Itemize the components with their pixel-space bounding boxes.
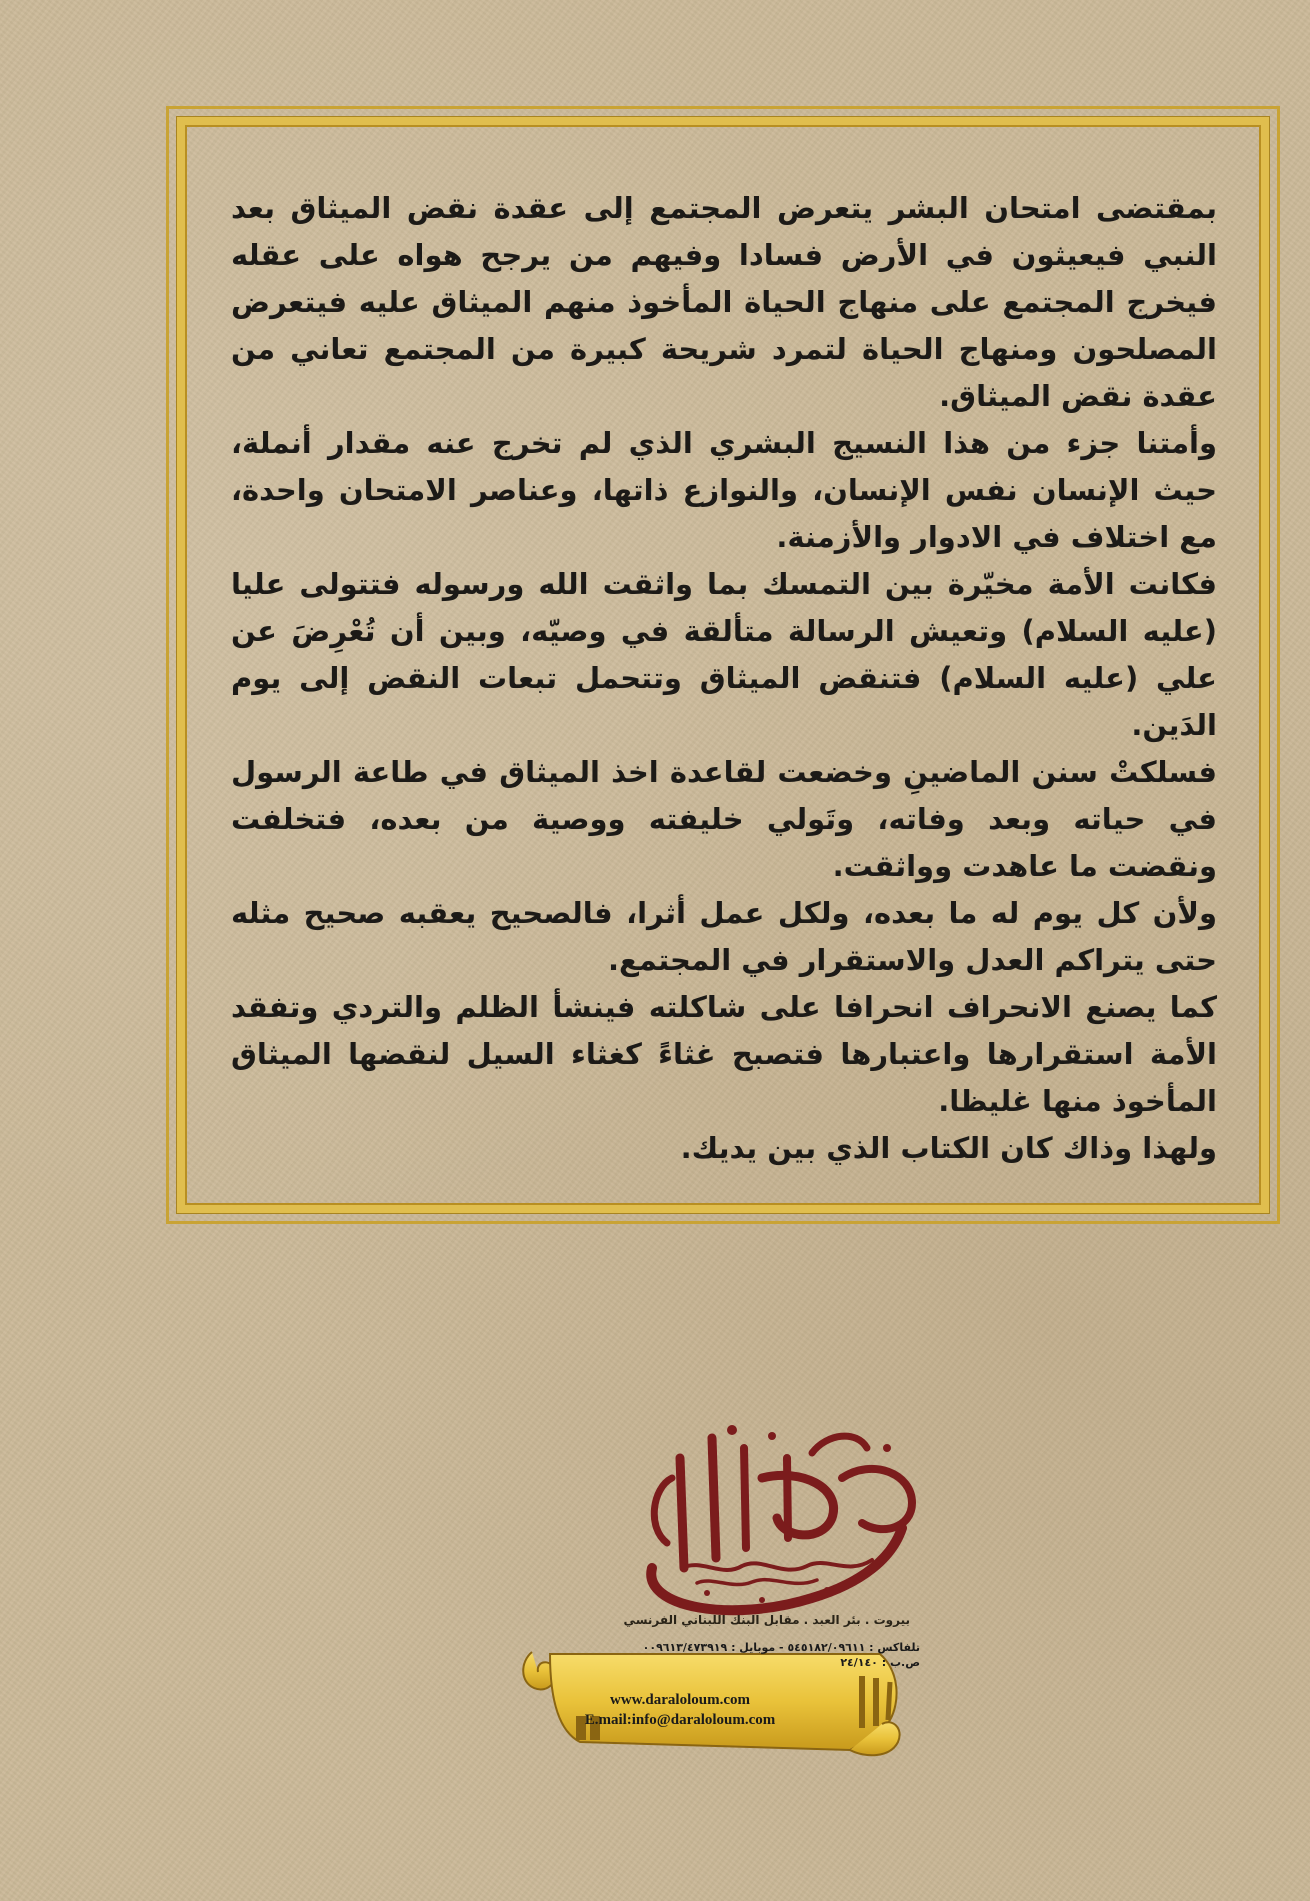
blurb-paragraph-1: بمقتضى امتحان البشر يتعرض المجتمع إلى عقدة نقض الميثاق بعد النبي فيعيثون في الأرض فسادا وفيهم من يرجح هواه على عقله فيخرج المجتمع على منهاج الحياة المأخوذ منهم الميثاق عليه فيتعرض المصلحون ومنهاج الحياة لتمرد شريحة كبيرة من المجتمع تعاني من عقدة نقض الميثاق.	[231, 191, 1217, 413]
publisher-address: بيروت . بئر العبد . مقابل البنك اللبناني الفرنسي	[623, 1613, 910, 1627]
publisher-logo	[612, 1418, 942, 1628]
blurb-paragraph-6: كما يصنع الانحراف انحرافا على شاكلته فينشأ الظلم والتردي وتفقد الأمة استقرارها واعتبارها فتصبح غثاءً كغثاء السيل لنقضها الميثاق المأخوذ منها غليظا.	[231, 990, 1217, 1118]
publisher-email-link[interactable]: E.mail:info@daraloloum.com	[584, 1712, 776, 1728]
blurb-paragraph-4: فسلكتْ سنن الماضينِ وخضعت لقاعدة اخذ الميثاق في طاعة الرسول في حياته وبعد وفاته، وتَولي خليفته ووصية من بعده، فتخلفت ونقضت ما عاهدت وواثقت.	[231, 755, 1217, 883]
blurb-paragraph-3: فكانت الأمة مخيّرة بين التمسك بما واثقت الله ورسوله فتتولى عليا (عليه السلام) وتعيش الرسالة متألقة في وصيّه، وبين أن تُعْرِضَ عن علي (عليه السلام) فتنقض الميثاق وتتحمل تبعات النقض إلى يوم الدَين.	[231, 567, 1217, 742]
gold-frame	[166, 106, 1280, 1224]
blurb-paragraph-5: ولأن كل يوم له ما بعده، ولكل عمل أثرا، فالصحيح يعقبه صحيح مثله حتى يتراكم العدل والاستقرار في المجتمع.	[231, 896, 1217, 977]
publisher-web-contact	[540, 1640, 920, 1670]
publisher-contact	[560, 1612, 910, 1628]
blurb-paragraph-2: وأمتنا جزء من هذا النسيج البشري الذي لم تخرج عنه مقدار أنملة، حيث الإنسان نفس الإنسان، والنوازع ذاتها، وعناصر الامتحان واحدة، مع اختلاف في الادوار والأزمنة.	[231, 426, 1217, 554]
publisher-website-link[interactable]: www.daraloloum.com	[610, 1692, 750, 1708]
blurb-paragraph-7: ولهذا وذاك كان الكتاب الذي بين يديك.	[680, 1131, 1217, 1165]
publisher-po-box: ص.ب : ٢٤/١٤٠	[840, 1656, 920, 1669]
blurb-text	[231, 185, 1217, 1172]
gold-frame-inner	[177, 117, 1269, 1213]
publisher-phones: تلفاكس : ٥٤٥١٨٢/٠٩٦١١ - موبايل : ٠٠٩٦١٣/٤٧٣٩١٩	[642, 1641, 920, 1654]
publisher-links	[560, 1690, 800, 1730]
